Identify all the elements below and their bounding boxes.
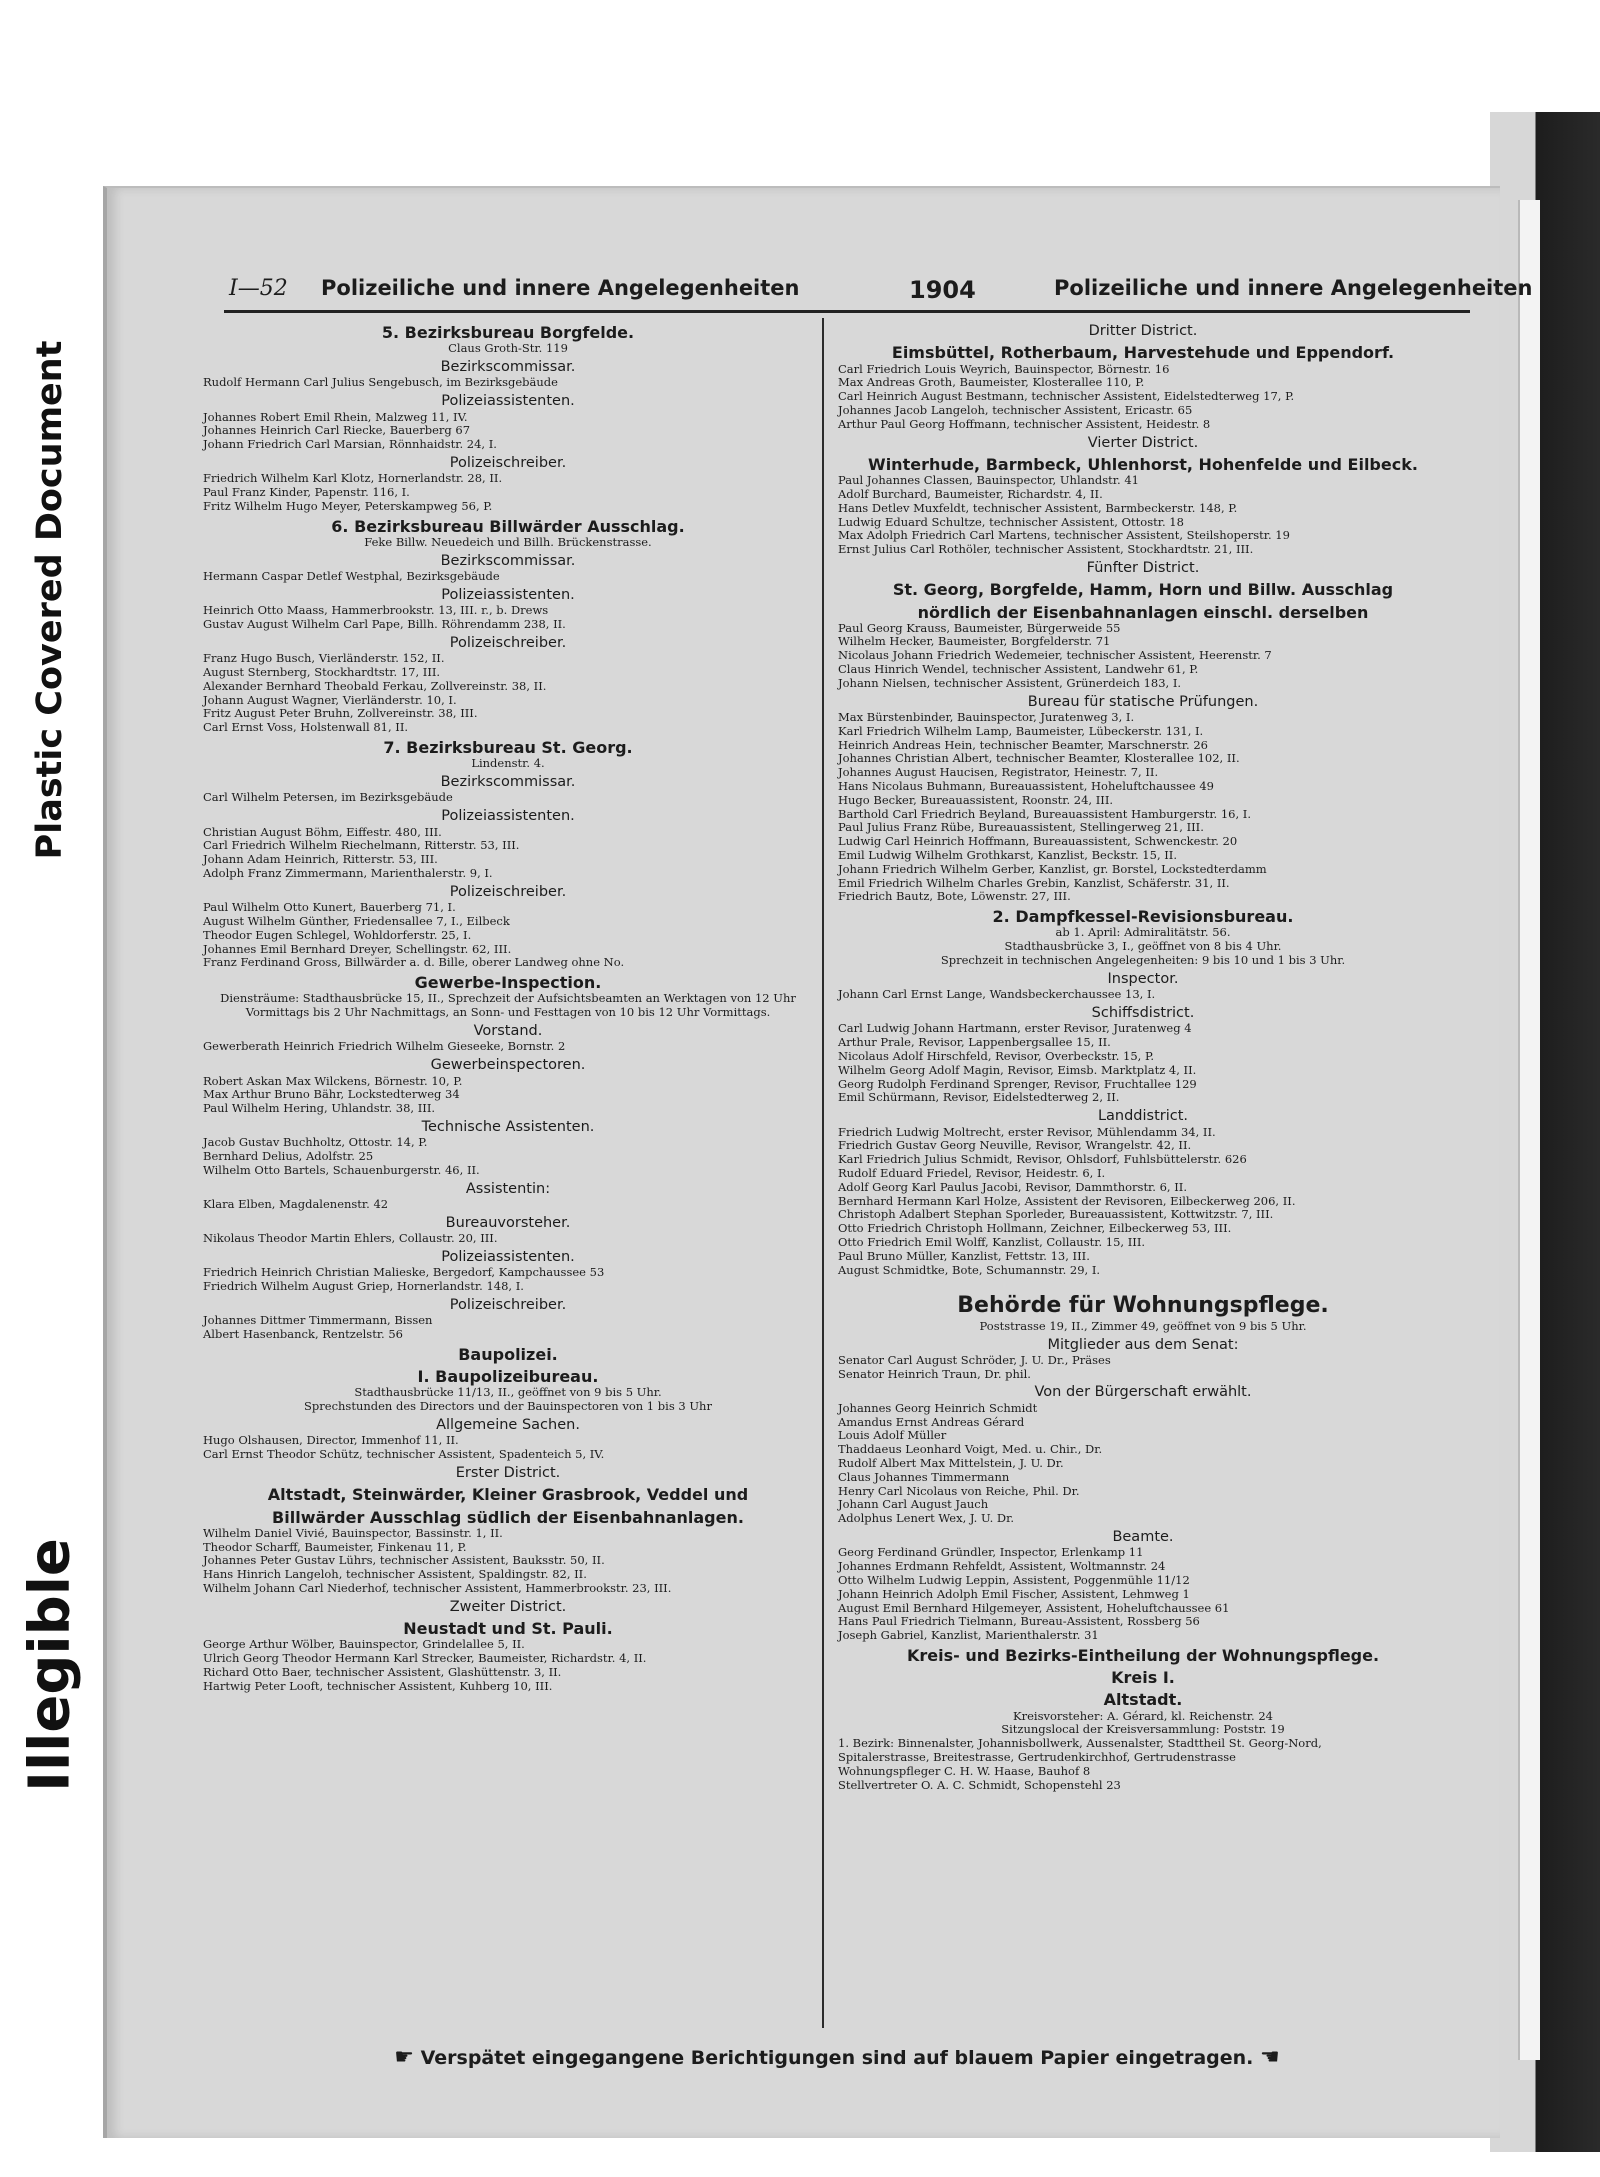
entry-line: Nicolaus Johann Friedrich Wedemeier, technischer Assistent, Heerenstr. 7: [838, 648, 1272, 663]
subheading: Assistentin:: [465, 1180, 551, 1197]
header-year: 1904: [909, 276, 976, 304]
entry-line: Otto Friedrich Emil Wolff, Kanzlist, Collaustr. 15, III.: [838, 1234, 1146, 1249]
entry-line: Christian August Böhm, Eiffestr. 480, III.: [203, 824, 442, 839]
entry-line: Paul Wilhelm Otto Kunert, Bauerberg 71, I.: [203, 900, 456, 915]
entry-line: Amandus Ernst Andreas Gérard: [838, 1414, 1025, 1429]
entry-line: Johannes Heinrich Carl Riecke, Bauerberg 67: [203, 423, 471, 438]
entry-line: Claus Johannes Timmermann: [838, 1469, 1010, 1484]
scanned-page: [103, 186, 1533, 2138]
address-line: Stadthausbrücke 3, I., geöffnet von 8 bis 4 Uhr.: [1004, 939, 1282, 954]
address-line: Lindenstr. 4.: [471, 756, 545, 771]
entry-line: Theodor Scharff, Baumeister, Finkenau 11, P.: [203, 1539, 467, 1554]
section-heading: Kreis- und Bezirks-Eintheilung der Wohnungspflege.: [906, 1646, 1380, 1666]
entry-line: Nicolaus Adolf Hirschfeld, Revisor, Overbeckstr. 15, P.: [838, 1048, 1155, 1063]
subheading: Erster District.: [455, 1465, 561, 1482]
entry-line: Heinrich Otto Maass, Hammerbrookstr. 13, III. r., b. Drews: [203, 603, 549, 618]
address-line: Stadthausbrücke 11/13, II., geöffnet von 9 bis 5 Uhr.: [354, 1385, 662, 1400]
entry-line: Johannes August Haucisen, Registrator, Heinestr. 7, II.: [838, 765, 1159, 780]
entry-line: Hartwig Peter Looft, technischer Assistent, Kuhberg 10, III.: [203, 1678, 553, 1693]
entry-line: Johannes Christian Albert, technischer Beamter, Klosterallee 102, II.: [838, 751, 1240, 766]
entry-line: Wilhelm Otto Bartels, Schauenburgerstr. 46, II.: [203, 1162, 480, 1177]
entry-line: Otto Wilhelm Ludwig Leppin, Assistent, Poggenmühle 11/12: [838, 1573, 1190, 1588]
address-line: Feke Billw. Neuedeich und Billh. Brückenstrasse.: [364, 534, 652, 549]
entry-line: Georg Rudolph Ferdinand Sprenger, Revisor, Fruchtallee 129: [838, 1076, 1197, 1091]
entry-line: Karl Friedrich Julius Schmidt, Revisor, Ohlsdorf, Fuhlsbüttelerstr. 626: [838, 1152, 1247, 1167]
left-column: [199, 320, 817, 2030]
entry-line: Friedrich Ludwig Moltrecht, erster Revisor, Mühlendamm 34, II.: [838, 1124, 1216, 1139]
section-heading: St. Georg, Borgfelde, Hamm, Horn und Billw. Ausschlag: [892, 580, 1394, 600]
entry-line: Adolph Franz Zimmermann, Marienthalerstr. 9, I.: [203, 866, 493, 881]
address-line: Sitzungslocal der Kreisversammlung: Poststr. 19: [1001, 1722, 1285, 1737]
header-right-title: Polizeiliche und innere Angelegenheiten: [1054, 276, 1533, 300]
entry-line: Max Bürstenbinder, Bauinspector, Juratenweg 3, I.: [838, 710, 1135, 725]
subheading: Polizeischreiber.: [449, 1297, 567, 1314]
entry-line: Hans Hinrich Langeloh, technischer Assistent, Spaldingstr. 82, II.: [203, 1567, 587, 1582]
entry-line: Hugo Becker, Bureauassistent, Roonstr. 24, III.: [838, 792, 1114, 807]
illegible-stamp: Illegible: [17, 1538, 83, 1792]
subheading: Polizeischreiber.: [449, 883, 567, 900]
subheading: Bureau für statische Prüfungen.: [1027, 693, 1259, 710]
subheading: Zweiter District.: [449, 1598, 567, 1615]
subheading: Inspector.: [1107, 970, 1179, 987]
pointing-hand-left-icon: ☚: [1260, 2045, 1280, 2070]
entry-line: Bernhard Hermann Karl Holze, Assistent der Revisoren, Eilbeckerweg 206, II.: [838, 1193, 1296, 1208]
entry-line: Johannes Jacob Langeloh, technischer Assistent, Ericastr. 65: [838, 402, 1193, 417]
entry-line: Fritz August Peter Bruhn, Zollvereinstr. 38, III.: [203, 706, 478, 721]
entry-line: Robert Askan Max Wilckens, Börnestr. 10, P.: [203, 1073, 463, 1088]
subheading: Vorstand.: [473, 1022, 543, 1039]
entry-line: Rudolf Albert Max Mittelstein, J. U. Dr.: [838, 1456, 1064, 1471]
entry-line: Otto Friedrich Christoph Hollmann, Zeichner, Eilbeckerweg 53, III.: [838, 1221, 1232, 1236]
entry-line: Adolf Burchard, Baumeister, Richardstr. 4, II.: [838, 486, 1103, 501]
entry-line: Gewerberath Heinrich Friedrich Wilhelm Gieseeke, Bornstr. 2: [203, 1039, 566, 1054]
subheading: Landdistrict.: [1097, 1108, 1189, 1125]
entry-line: Arthur Prale, Revisor, Lappenbergsallee 15, II.: [838, 1035, 1111, 1050]
entry-line: Senator Carl August Schröder, J. U. Dr., Präses: [838, 1352, 1111, 1367]
entry-line: Johannes Erdmann Rehfeldt, Assistent, Woltmannstr. 24: [838, 1559, 1166, 1574]
entry-line: Senator Heinrich Traun, Dr. phil.: [838, 1366, 1031, 1381]
entry-line: Johann Nielsen, technischer Assistent, Grünerdeich 183, I.: [838, 675, 1182, 690]
entry-line: August Schmidtke, Bote, Schumannstr. 29, I.: [838, 1262, 1101, 1277]
address-line: ab 1. April: Admiralitätstr. 56.: [1055, 925, 1231, 940]
entry-line: Christoph Adalbert Stephan Sporleder, Bureauassistent, Kottwitzstr. 7, III.: [838, 1207, 1274, 1222]
entry-line: Fritz Wilhelm Hugo Meyer, Peterskampweg 56, P.: [203, 498, 493, 513]
entry-line: Friedrich Heinrich Christian Malieske, Bergedorf, Kampchaussee 53: [203, 1265, 605, 1280]
entry-line: August Wilhelm Günther, Friedensallee 7, I., Eilbeck: [203, 914, 510, 928]
entry-line: Hermann Caspar Detlef Westphal, Bezirksgebäude: [203, 569, 500, 584]
paragraph: Diensträume: Stadthausbrücke 15, II., Sprechzeit der Aufsichtsbeamten an Werktagen von 12 Uhr Vormittags bis 2 Uhr Nachmittags, an Sonn- und Festtagen von 10 bis 12 Uhr Vormittags.: [220, 991, 796, 1020]
entry-line: 1. Bezirk: Binnenalster, Johannisbollwerk, Aussenalster, Stadttheil St. Georg-Nord,: [838, 1736, 1322, 1751]
address-line: Poststrasse 19, II., Zimmer 49, geöffnet von 9 bis 5 Uhr.: [979, 1318, 1307, 1333]
entry-line: Adolf Georg Karl Paulus Jacobi, Revisor, Dammthorstr. 6, II.: [838, 1179, 1187, 1194]
entry-line: Franz Ferdinand Gross, Billwärder a. d. Bille, oberer Landweg ohne No.: [203, 955, 625, 970]
entry-line: Carl Friedrich Wilhelm Riechelmann, Ritterstr. 53, III.: [203, 838, 520, 853]
entry-line: Nikolaus Theodor Martin Ehlers, Collaustr. 20, III.: [203, 1231, 498, 1246]
subheading: Bezirkscommissar.: [440, 358, 576, 375]
entry-line: Stellvertreter O. A. C. Schmidt, Schopenstehl 23: [838, 1777, 1121, 1792]
right-column: [834, 320, 1452, 2030]
section-heading: 6. Bezirksbureau Billwärder Ausschlag.: [331, 516, 685, 536]
entry-line: Johann Friedrich Carl Marsian, Rönnhaidstr. 24, I.: [203, 437, 497, 452]
entry-line: Richard Otto Baer, technischer Assistent, Glashüttenstr. 3, II.: [203, 1664, 562, 1679]
entry-line: Paul Bruno Müller, Kanzlist, Fettstr. 13, III.: [838, 1248, 1090, 1263]
entry-line: Emil Friedrich Wilhelm Charles Grebin, Kanzlist, Schäferstr. 31, II.: [838, 875, 1230, 890]
subheading: Bureauvorsteher.: [445, 1214, 571, 1231]
section-heading: 7. Bezirksbureau St. Georg.: [383, 738, 633, 758]
entry-line: Emil Ludwig Wilhelm Grothkarst, Kanzlist, Beckstr. 15, II.: [838, 848, 1177, 863]
entry-line: Hugo Olshausen, Director, Immenhof 11, II.: [203, 1433, 459, 1448]
scan-stamps: [0, 0, 100, 2177]
subheading: Bezirkscommissar.: [440, 774, 576, 791]
entry-line: Johannes Robert Emil Rhein, Malzweg 11, IV.: [203, 409, 468, 424]
entry-line: Paul Georg Krauss, Baumeister, Bürgerweide 55: [838, 620, 1121, 635]
entry-line: Carl Wilhelm Petersen, im Bezirksgebäude: [203, 790, 453, 805]
section-heading: Gewerbe-Inspection.: [414, 973, 602, 993]
entry-line: Max Adolph Friedrich Carl Martens, technischer Assistent, Steilshoperstr. 19: [838, 528, 1290, 543]
entry-line: Albert Hasenbanck, Rentzelstr. 56: [203, 1327, 404, 1342]
section-heading: Altstadt.: [1103, 1690, 1183, 1710]
entry-line: Wilhelm Hecker, Baumeister, Borgfelderstr. 71: [838, 634, 1111, 649]
entry-line: Carl Heinrich August Bestmann, technischer Assistent, Eidelstedterweg 17, P.: [838, 389, 1295, 404]
entry-line: Johannes Georg Heinrich Schmidt: [838, 1400, 1038, 1415]
entry-line: Henry Carl Nicolaus von Reiche, Phil. Dr.: [838, 1483, 1080, 1498]
section-heading: 2. Dampfkessel-Revisionsbureau.: [992, 907, 1294, 927]
page-number: I—52: [229, 276, 288, 301]
subheading: Mitglieder aus dem Senat:: [1047, 1336, 1239, 1353]
entry-line: Carl Friedrich Louis Weyrich, Bauinspector, Börnestr. 16: [838, 361, 1170, 376]
entry-line: Paul Julius Franz Rübe, Bureauassistent, Stellingerweg 21, III.: [838, 820, 1204, 835]
subheading: Allgemeine Sachen.: [436, 1417, 580, 1434]
entry-line: Wilhelm Daniel Vivié, Bauinspector, Bassinstr. 1, II.: [203, 1525, 503, 1540]
entry-line: Ernst Julius Carl Rothöler, technischer Assistent, Stockhardtstr. 21, III.: [838, 542, 1254, 557]
section-heading: Billwärder Ausschlag südlich der Eisenbahnanlagen.: [272, 1507, 744, 1527]
subheading: Von der Bürgerschaft erwählt.: [1034, 1384, 1252, 1401]
entry-line: George Arthur Wölber, Bauinspector, Grindelallee 5, II.: [203, 1637, 525, 1652]
entry-line: August Emil Bernhard Hilgemeyer, Assistent, Hoheluftchaussee 61: [838, 1600, 1230, 1615]
entry-line: Gustav August Wilhelm Carl Pape, Billh. Röhrendamm 238, II.: [203, 617, 566, 632]
entry-line: Johannes Dittmer Timmermann, Bissen: [203, 1313, 433, 1328]
entry-line: Johannes Emil Bernhard Dreyer, Schellingstr. 62, III.: [203, 941, 512, 956]
address-line: Kreisvorsteher: A. Gérard, kl. Reichenstr. 24: [1013, 1708, 1273, 1723]
entry-line: Johann Carl Ernst Lange, Wandsbeckerchaussee 13, I.: [838, 987, 1156, 1002]
section-heading: I. Baupolizeibureau.: [417, 1367, 599, 1387]
entry-line: Friedrich Bautz, Bote, Löwenstr. 27, III.: [838, 889, 1071, 904]
entry-line: Paul Wilhelm Hering, Uhlandstr. 38, III.: [203, 1101, 436, 1116]
footer-note: [337, 2045, 1337, 2070]
header-left-title: Polizeiliche und innere Angelegenheiten: [321, 276, 800, 300]
entry-line: Friedrich Gustav Georg Neuville, Revisor, Wrangelstr. 42, II.: [838, 1138, 1192, 1153]
entry-line: Ulrich Georg Theodor Hermann Karl Strecker, Baumeister, Richardstr. 4, II.: [203, 1651, 647, 1666]
pointing-hand-right-icon: ☛: [394, 2045, 414, 2070]
entry-line: Johann Adam Heinrich, Ritterstr. 53, III.: [203, 852, 438, 867]
major-heading: Behörde für Wohnungspflege.: [957, 1293, 1329, 1319]
address-line: Sprechzeit in technischen Angelegenheiten: 9 bis 10 und 1 bis 3 Uhr.: [940, 953, 1346, 967]
section-heading: Eimsbüttel, Rotherbaum, Harvestehude und Eppendorf.: [891, 343, 1395, 363]
entry-line: Emil Schürmann, Revisor, Eidelstedterweg 2, II.: [838, 1090, 1120, 1105]
entry-line: Johann August Wagner, Vierländerstr. 10, I.: [203, 692, 457, 707]
entry-line: Rudolf Hermann Carl Julius Sengebusch, im Bezirksgebäude: [203, 375, 558, 390]
entry-line: Max Arthur Bruno Bähr, Lockstedterweg 34: [203, 1087, 460, 1102]
entry-line: Barthold Carl Friedrich Beyland, Bureauassistent Hamburgerstr. 16, I.: [838, 806, 1252, 821]
entry-line: Max Andreas Groth, Baumeister, Klosterallee 110, P.: [838, 375, 1145, 390]
entry-line: Louis Adolf Müller: [838, 1428, 947, 1443]
subheading: Polizeiassistenten.: [441, 393, 575, 410]
entry-line: Johannes Peter Gustav Lührs, technischer Assistent, Bauksstr. 50, II.: [203, 1553, 605, 1568]
subheading: Polizeischreiber.: [449, 634, 567, 651]
section-heading: Winterhude, Barmbeck, Uhlenhorst, Hohenfelde und Eilbeck.: [868, 454, 1418, 474]
plastic-covered-stamp: Plastic Covered Document: [30, 340, 70, 860]
subheading: Beamte.: [1112, 1529, 1174, 1546]
entry-line: Wilhelm Johann Carl Niederhof, technischer Assistent, Hammerbrookstr. 23, III.: [203, 1580, 672, 1595]
entry-line: Georg Ferdinand Gründler, Inspector, Erlenkamp 11: [838, 1545, 1144, 1560]
entry-line: Carl Ernst Voss, Holstenwall 81, II.: [203, 720, 409, 735]
entry-line: Friedrich Wilhelm August Griep, Hornerlandstr. 148, I.: [203, 1279, 524, 1294]
entry-line: Arthur Paul Georg Hoffmann, technischer Assistent, Heidestr. 8: [838, 416, 1211, 431]
section-heading: nördlich der Eisenbahnanlagen einschl. derselben: [917, 602, 1369, 622]
subheading: Dritter District.: [1088, 323, 1198, 339]
entry-line: Wohnungspfleger C. H. W. Haase, Bauhof 8: [838, 1763, 1091, 1778]
entry-line: Hans Nicolaus Buhmann, Bureauassistent, Hoheluftchaussee 49: [838, 779, 1214, 794]
entry-line: Theodor Eugen Schlegel, Wohldorferstr. 25, I.: [203, 927, 472, 942]
entry-line: Carl Ernst Theodor Schütz, technischer Assistent, Spadenteich 5, IV.: [203, 1447, 605, 1462]
address-line: Claus Groth-Str. 119: [448, 341, 568, 356]
entry-line: Hans Detlev Muxfeldt, technischer Assistent, Barmbeckerstr. 148, P.: [838, 500, 1238, 515]
subheading: Polizeiassistenten.: [441, 1249, 575, 1266]
entry-line: Alexander Bernhard Theobald Ferkau, Zollvereinstr. 38, II.: [203, 678, 547, 693]
subheading: Gewerbeinspectoren.: [430, 1057, 586, 1074]
subheading: Fünfter District.: [1086, 559, 1200, 576]
section-heading: Baupolizei.: [458, 1345, 558, 1365]
entry-line: Claus Hinrich Wendel, technischer Assistent, Landwehr 61, P.: [838, 662, 1199, 677]
entry-line: Johann Carl August Jauch: [838, 1497, 989, 1512]
entry-line: Hans Paul Friedrich Tielmann, Bureau-Assistent, Rossberg 56: [838, 1614, 1200, 1629]
entry-line: August Sternberg, Stockhardtstr. 17, III.: [203, 665, 441, 680]
footer-text: Verspätet eingegangene Berichtigungen sind auf blauem Papier eingetragen.: [420, 2047, 1254, 2069]
entry-line: Thaddaeus Leonhard Voigt, Med. u. Chir., Dr.: [838, 1442, 1103, 1457]
entry-line: Friedrich Wilhelm Karl Klotz, Hornerlandstr. 28, II.: [203, 471, 503, 486]
entry-line: Johann Heinrich Adolph Emil Fischer, Assistent, Lehmweg 1: [838, 1586, 1190, 1601]
entry-line: Spitalerstrasse, Breitestrasse, Gertrudenkirchhof, Gertrudenstrasse: [838, 1749, 1236, 1764]
subheading: Polizeiassistenten.: [441, 586, 575, 603]
subheading: Polizeiassistenten.: [441, 808, 575, 825]
section-heading: Neustadt und St. Pauli.: [403, 1619, 613, 1639]
column-divider: [822, 318, 824, 2028]
subheading: Polizeischreiber.: [449, 454, 567, 471]
entry-line: Paul Franz Kinder, Papenstr. 116, I.: [203, 485, 410, 500]
next-page-strip: [1518, 200, 1540, 2060]
entry-line: Paul Johannes Classen, Bauinspector, Uhlandstr. 41: [838, 473, 1139, 488]
section-heading: 5. Bezirksbureau Borgfelde.: [381, 323, 635, 342]
entry-line: Adolphus Lenert Wex, J. U. Dr.: [838, 1511, 1014, 1526]
entry-line: Franz Hugo Busch, Vierländerstr. 152, II.: [203, 651, 445, 666]
subheading: Schiffsdistrict.: [1091, 1004, 1195, 1021]
entry-line: Ludwig Carl Heinrich Hoffmann, Bureauassistent, Schwenckestr. 20: [838, 834, 1238, 849]
entry-line: Wilhelm Georg Adolf Magin, Revisor, Eimsb. Marktplatz 4, II.: [838, 1062, 1197, 1077]
entry-line: Heinrich Andreas Hein, technischer Beamter, Marschnerstr. 26: [838, 737, 1208, 752]
section-heading: Kreis I.: [1111, 1668, 1175, 1688]
entry-line: Bernhard Delius, Adolfstr. 25: [203, 1149, 374, 1164]
entry-line: Ludwig Eduard Schultze, technischer Assistent, Ottostr. 18: [838, 514, 1184, 529]
section-heading: Altstadt, Steinwärder, Kleiner Grasbrook, Veddel und: [267, 1485, 749, 1505]
page-header: [224, 276, 1533, 313]
entry-line: Jacob Gustav Buchholtz, Ottostr. 14, P.: [203, 1135, 428, 1150]
entry-line: Carl Ludwig Johann Hartmann, erster Revisor, Juratenweg 4: [838, 1021, 1192, 1036]
entry-line: Rudolf Eduard Friedel, Revisor, Heidestr. 6, I.: [838, 1165, 1106, 1180]
subheading: Bezirkscommissar.: [440, 552, 576, 569]
subheading: Vierter District.: [1087, 434, 1199, 451]
subheading: Technische Assistenten.: [421, 1118, 595, 1135]
address-line: Sprechstunden des Directors und der Bauinspectoren von 1 bis 3 Uhr: [304, 1399, 712, 1414]
entry-line: Johann Friedrich Wilhelm Gerber, Kanzlist, gr. Borstel, Lockstedterdamm: [838, 861, 1267, 876]
entry-line: Klara Elben, Magdalenenstr. 42: [203, 1197, 389, 1212]
entry-line: Karl Friedrich Wilhelm Lamp, Baumeister, Lübeckerstr. 131, I.: [838, 723, 1204, 738]
binding-edge: [1490, 112, 1600, 2152]
entry-line: Joseph Gabriel, Kanzlist, Marienthalerstr. 31: [838, 1628, 1099, 1643]
